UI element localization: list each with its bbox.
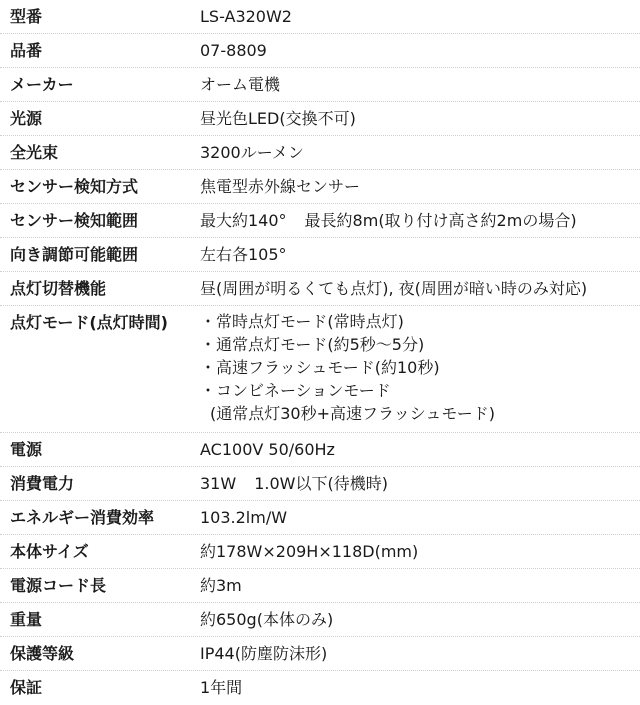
spec-label: 向き調節可能範囲 — [10, 245, 139, 264]
spec-value-line: オーム電機 — [200, 75, 281, 94]
spec-value-line: LS-A320W2 — [200, 7, 292, 26]
spec-value — [200, 272, 640, 306]
spec-value-line: ・通常点灯モード(約5秒〜5分) — [200, 335, 425, 354]
spec-value-line: 約178W×209H×118D(mm) — [200, 542, 419, 561]
spec-value-line: 昼(周囲が明るくても点灯), 夜(周囲が暗い時のみ対応) — [200, 279, 588, 298]
spec-value — [200, 306, 640, 433]
spec-value — [200, 0, 640, 34]
spec-value-line: ・常時点灯モード(常時点灯) — [200, 312, 404, 331]
spec-row — [0, 306, 640, 433]
spec-value — [200, 467, 640, 501]
spec-row — [0, 272, 640, 306]
spec-row — [0, 501, 640, 535]
spec-value — [200, 204, 640, 238]
spec-row — [0, 0, 640, 34]
spec-value-line: 約3m — [200, 576, 242, 595]
spec-row — [0, 68, 640, 102]
spec-label: 品番 — [10, 41, 43, 60]
spec-row — [0, 467, 640, 501]
spec-row — [0, 170, 640, 204]
spec-value — [200, 671, 640, 705]
spec-row — [0, 637, 640, 671]
spec-value-line: 約650g(本体のみ) — [200, 610, 334, 629]
spec-value-line: AC100V 50/60Hz — [200, 440, 335, 459]
spec-value — [200, 433, 640, 467]
spec-value-line: (通常点灯30秒+高速フラッシュモード) — [210, 404, 495, 423]
spec-row — [0, 136, 640, 170]
spec-row — [0, 603, 640, 637]
spec-value-line: 焦電型赤外線センサー — [200, 177, 361, 196]
spec-label: 電源コード長 — [10, 576, 107, 595]
spec-label: センサー検知範囲 — [10, 211, 139, 230]
spec-row — [0, 204, 640, 238]
spec-label: 保護等級 — [10, 644, 75, 663]
spec-value — [200, 501, 640, 535]
spec-value — [200, 535, 640, 569]
spec-row — [0, 34, 640, 68]
spec-value — [200, 603, 640, 637]
spec-value-line: ・高速フラッシュモード(約10秒) — [200, 358, 440, 377]
spec-value-line: 左右各105° — [200, 245, 287, 264]
spec-value — [200, 637, 640, 671]
spec-row — [0, 433, 640, 467]
spec-value-line: 昼光色LED(交換不可) — [200, 109, 356, 128]
spec-value-part: 31W — [200, 474, 237, 493]
spec-label: 光源 — [10, 109, 43, 128]
spec-row — [0, 535, 640, 569]
spec-label: 点灯モード(点灯時間) — [10, 313, 168, 332]
spec-value — [200, 34, 640, 68]
spec-label: 型番 — [10, 7, 43, 26]
spec-value-line: 3200ルーメン — [200, 143, 304, 162]
spec-value-line: 07-8809 — [200, 41, 267, 60]
spec-label: センサー検知方式 — [10, 177, 139, 196]
spec-label: 保証 — [10, 678, 43, 697]
spec-label: 消費電力 — [10, 474, 75, 493]
spec-value — [200, 170, 640, 204]
spec-row — [0, 102, 640, 136]
spec-row — [0, 671, 640, 705]
spec-row — [0, 238, 640, 272]
spec-value — [200, 68, 640, 102]
spec-label: エネルギー消費効率 — [10, 508, 155, 527]
spec-value-line: 1年間 — [200, 678, 243, 697]
spec-value-line: 103.2lm/W — [200, 508, 288, 527]
spec-label: メーカー — [10, 75, 74, 94]
spec-row — [0, 569, 640, 603]
spec-value-part: 最長約8m(取り付け高さ約2mの場合) — [304, 211, 577, 230]
spec-value — [200, 238, 640, 272]
spec-label: 点灯切替機能 — [10, 279, 107, 298]
spec-value — [200, 569, 640, 603]
spec-value-line: IP44(防塵防沫形) — [200, 644, 328, 663]
spec-label: 全光束 — [10, 143, 59, 162]
spec-value — [200, 136, 640, 170]
spec-value — [200, 102, 640, 136]
spec-label: 重量 — [10, 610, 43, 629]
spec-label: 電源 — [10, 440, 43, 459]
spec-value-part: 1.0W以下(待機時) — [254, 474, 388, 493]
spec-value-part: 最大約140° — [200, 211, 287, 230]
spec-label: 本体サイズ — [10, 542, 89, 561]
spec-value-line: ・コンビネーションモード — [200, 381, 391, 400]
